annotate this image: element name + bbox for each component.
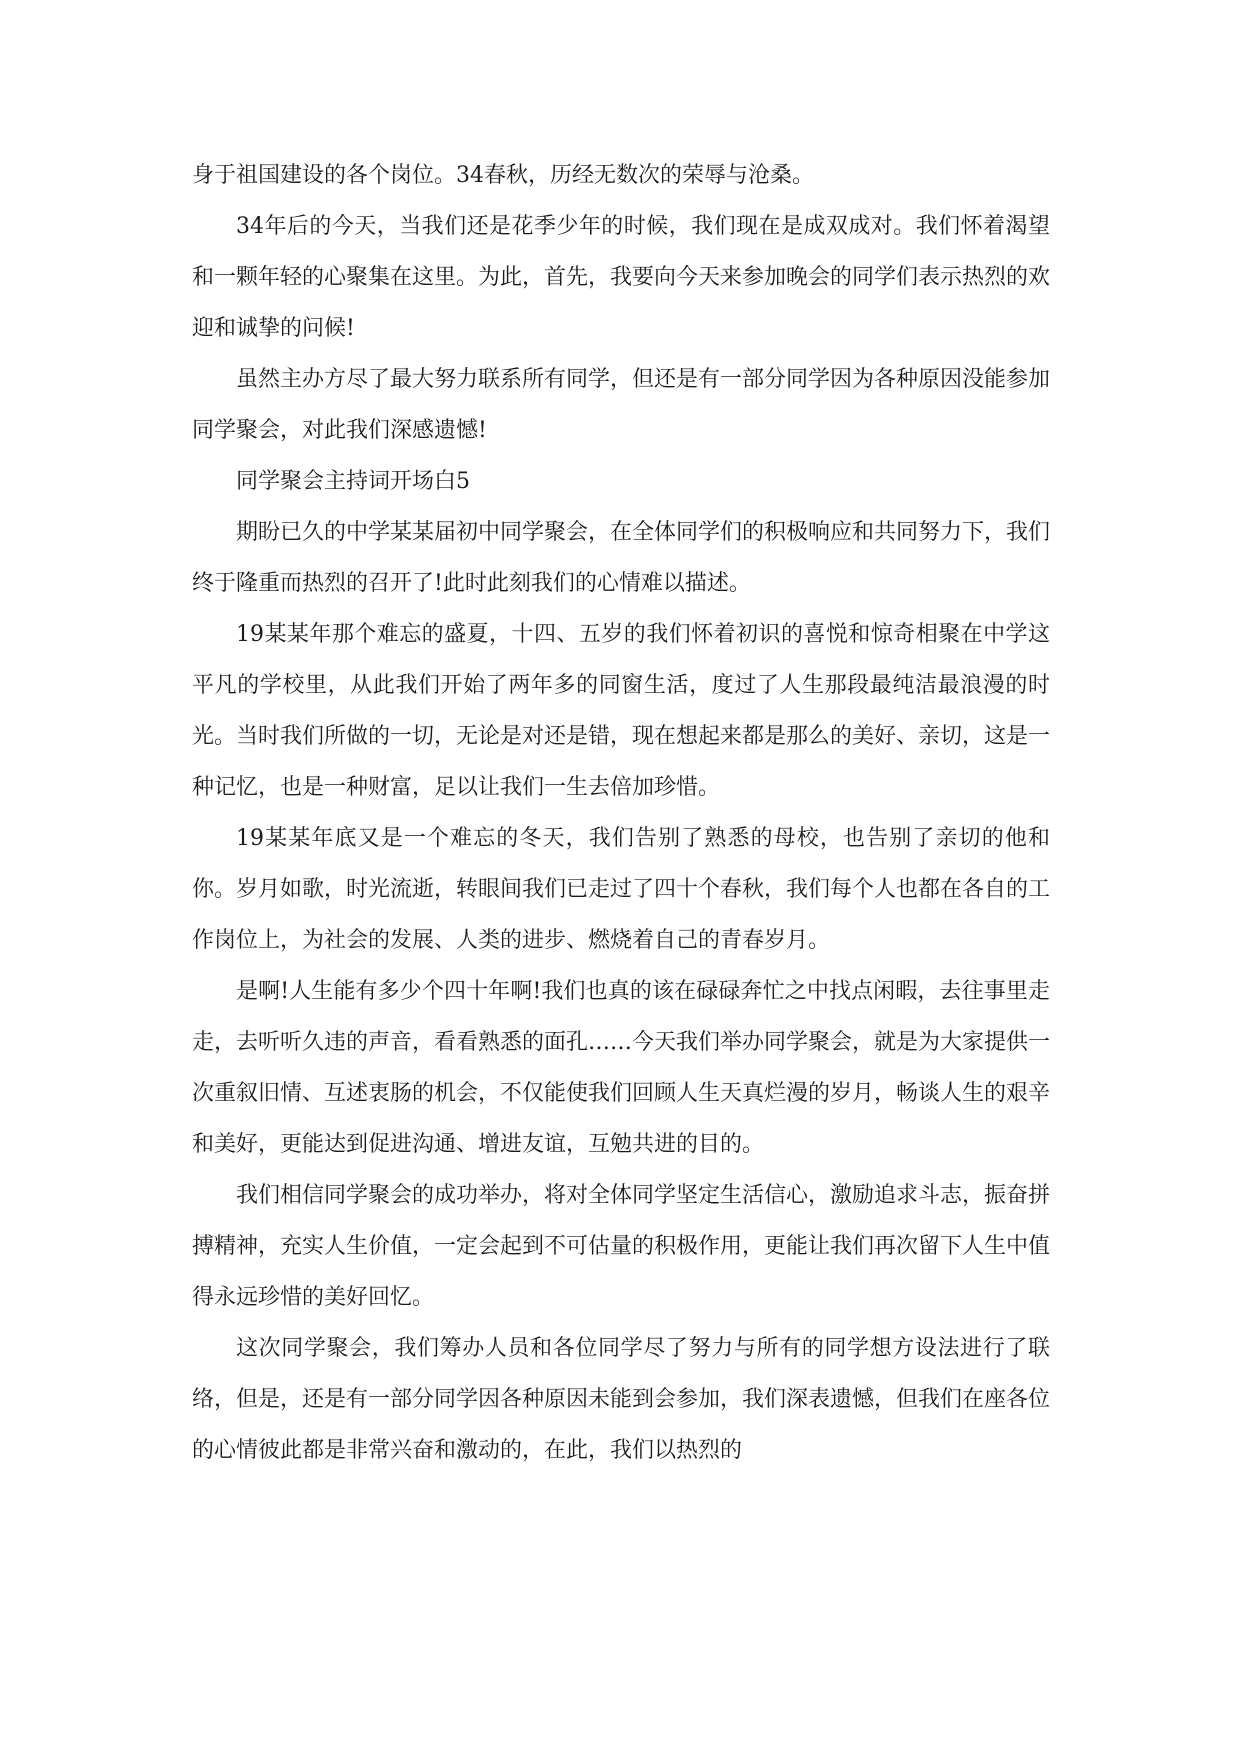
paragraph: 我们相信同学聚会的成功举办，将对全体同学坚定生活信心，激励追求斗志，振奋拼搏精神，充实人生价值，一定会起到不可估量的积极作用，更能让我们再次留下人生中值得永远珍惜的美好回忆。 [192, 1183, 1051, 1310]
paragraph: 期盼已久的中学某某届初中同学聚会，在全体同学们的积极响应和共同努力下，我们终于隆重而热烈的召开了!此时此刻我们的心情难以描述。 [192, 520, 1051, 596]
section-heading: 同学聚会主持词开场白5 [236, 469, 470, 494]
paragraph: 19某某年底又是一个难忘的冬天，我们告别了熟悉的母校，也告别了亲切的他和你。岁月如歌，时光流逝，转眼间我们已走过了四十个春秋，我们每个人也都在各自的工作岗位上，为社会的发展、人类的进步、燃烧着自己的青春岁月。 [192, 826, 1051, 953]
paragraph: 虽然主办方尽了最大努力联系所有同学，但还是有一部分同学因为各种原因没能参加同学聚会，对此我们深感遗憾! [192, 367, 1051, 443]
paragraph-continuation: 身于祖国建设的各个岗位。34春秋，历经无数次的荣辱与沧桑。 [192, 163, 814, 188]
paragraph: 19某某年那个难忘的盛夏，十四、五岁的我们怀着初识的喜悦和惊奇相聚在中学这平凡的学校里，从此我们开始了两年多的同窗生活，度过了人生那段最纯洁最浪漫的时光。当时我们所做的一切，无论是对还是错，现在想起来都是那么的美好、亲切，这是一种记忆，也是一种财富，足以让我们一生去倍加珍惜。 [192, 622, 1051, 800]
paragraph: 这次同学聚会，我们筹办人员和各位同学尽了努力与所有的同学想方设法进行了联络，但是，还是有一部分同学因各种原因未能到会参加，我们深表遗憾，但我们在座各位的心情彼此都是非常兴奋和激动的，在此，我们以热烈的 [192, 1336, 1051, 1463]
paragraph: 34年后的今天，当我们还是花季少年的时候，我们现在是成双成对。我们怀着渴望和一颗年轻的心聚集在这里。为此，首先，我要向今天来参加晚会的同学们表示热烈的欢迎和诚挚的问候! [192, 214, 1051, 341]
document-page [192, 150, 1050, 1476]
paragraph: 是啊!人生能有多少个四十年啊!我们也真的该在碌碌奔忙之中找点闲暇，去往事里走走，去听听久违的声音，看看熟悉的面孔……今天我们举办同学聚会，就是为大家提供一次重叙旧情、互述衷肠的机会，不仅能使我们回顾人生天真烂漫的岁月，畅谈人生的艰辛和美好，更能达到促进沟通、增进友谊，互勉共进的目的。 [192, 979, 1051, 1157]
